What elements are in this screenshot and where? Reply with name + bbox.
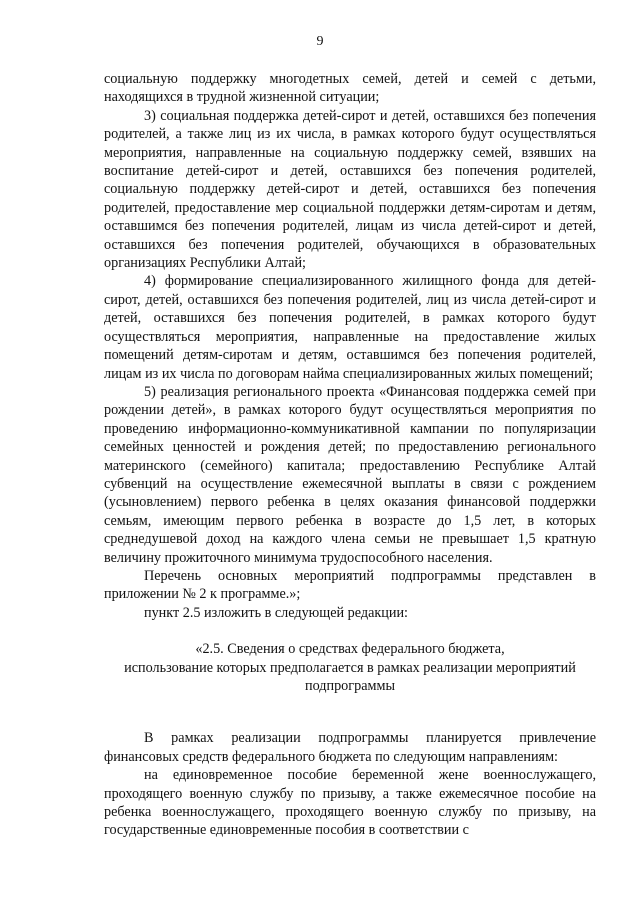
paragraph-item-5: 5) реализация регионального проекта «Финансовая поддержка семей при рождении детей», в рамках которого будут осуществляться мероприятия по проведению информационно-коммуникативной кампании по популяризации семейных ценностей и рождения детей; по предоставлению регионального материнского (семейного) капитала; предоставлению Республике Алтай субвенций на осуществление ежемесячной выплаты в связи с рождением (усыновлением) первого ребенка в целях оказания финансовой поддержки семьям, имеющим первого ребенка в возрасте до 1,5 лет, в которых среднедушевой доход на каждого члена семьи не превышает 1,5 кратную величину прожиточного минимума трудоспособного населения.	[104, 383, 596, 566]
document-body	[104, 70, 596, 840]
section-heading	[104, 640, 596, 695]
section-heading-line-1: «2.5. Сведения о средствах федерального бюджета,	[195, 641, 505, 658]
paragraph-clause-2-5: пункт 2.5 изложить в следующей редакции:	[144, 604, 408, 621]
paragraph-social-support-families: социальную поддержку многодетных семей, детей и семей с детьми, находящихся в трудной жизненной ситуации;	[104, 71, 596, 106]
page-number: 9	[316, 34, 324, 49]
section-heading-line-2: использование которых предполагается в рамках реализации мероприятий	[124, 659, 576, 676]
paragraph-federal-funds: В рамках реализации подпрограммы планируется привлечение финансовых средств федерального бюджета по следующим направлениям:	[104, 730, 596, 765]
paragraph-events-list: Перечень основных мероприятий подпрограммы представлен в приложении № 2 к программе.»;	[104, 567, 596, 603]
paragraph-item-3: 3) социальная поддержка детей-сирот и детей, оставшихся без попечения родителей, а также лиц из их числа, в рамках которого будут осуществляться мероприятия, направленные на социальную поддержку семей, взявших на воспитание детей-сирот и детей, оставшихся без попечения родителей, социальную поддержку детей-сирот и детей, оставшихся без попечения родителей, предоставление мер социальной поддержки детям-сиротам и детям, оставшимся без попечения родителей, лицам из числа детей-сирот и детей, оставшихся без попечения родителей, обучающихся в образовательных организациях Республики Алтай;	[104, 107, 596, 272]
section-heading-line-3: подпрограммы	[305, 678, 395, 694]
paragraph-allowance: на единовременное пособие беременной жене военнослужащего, проходящего военную службу по призыву, а также ежемесячное пособие на ребенка военнослужащего, проходящего военную службу по призыву, на государственные единовременные пособия в соответствии с	[104, 767, 596, 839]
paragraph-item-4: 4) формирование специализированного жилищного фонда для детей-сирот, детей, оставшихся без попечения родителей, лиц из числа детей-сирот и детей, оставшихся без попечения родителей, в рамках которого будут осуществляться мероприятия, направленные на предоставление жилых помещений детям-сиротам и детям, оставшимся без попечения родителей, лицам из их числа по договорам найма специализированных жилых помещений;	[104, 273, 596, 382]
